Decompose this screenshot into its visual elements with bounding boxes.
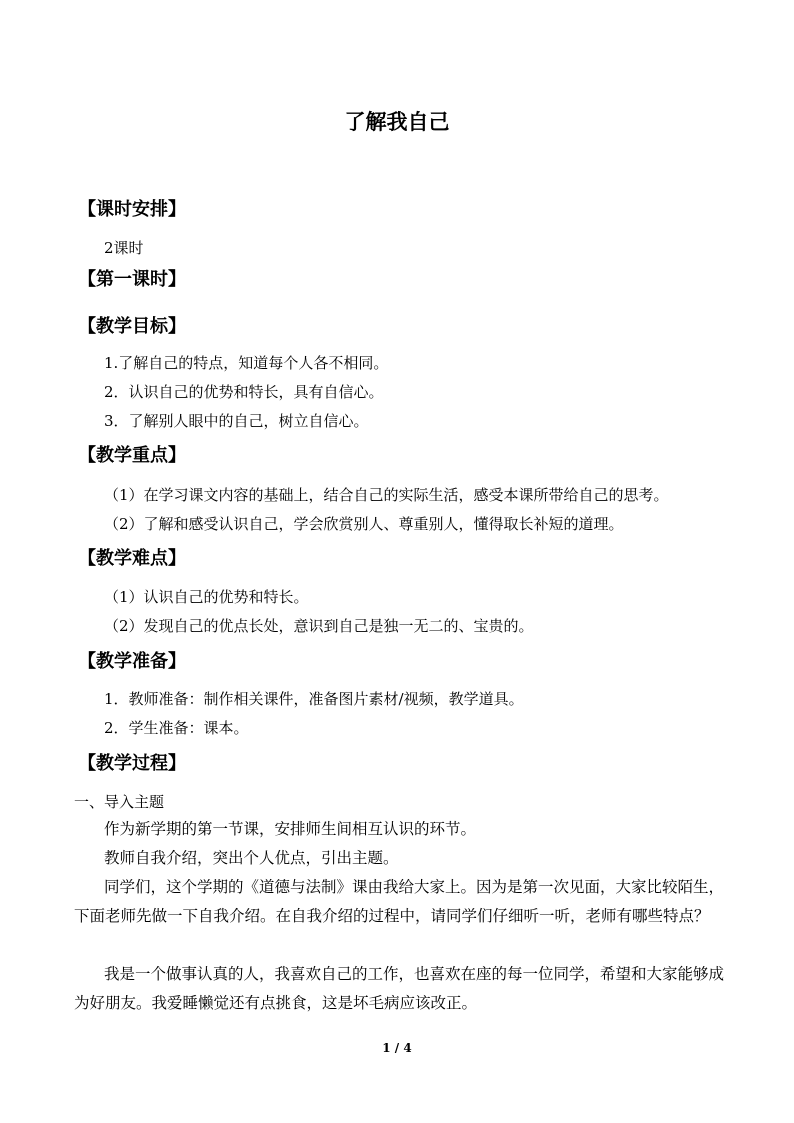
process-paragraph-3: 同学们，这个学期的《道德与法制》课由我给大家上。因为是第一次见面，大家比较陌生，下面老师先做一下自我介绍。在自我介绍的过程中，请同学们仔细听一听，老师有哪些特点？ [74,878,725,925]
goal-item-1: 1.了解自己的特点，知道每个人各不相同。 [104,354,389,372]
first-lesson-heading: 【第一课时】 [78,269,186,290]
process-subheading: 一、导入主题 [74,793,165,811]
process-paragraph-4: 我是一个做事认真的人，我喜欢自己的工作，也喜欢在座的每一位同学，希望和大家能够成为好朋友。我爱睡懒觉还有点挑食，这是坏毛病应该改正。 [74,965,725,1012]
goals-heading: 【教学目标】 [78,316,186,337]
process-paragraph-1: 作为新学期的第一节课，安排师生间相互认识的环节。 [104,820,477,838]
preparation-item-1: 1．教师准备：制作相关课件，准备图片素材/视频，教学道具。 [104,690,524,708]
schedule-heading: 【课时安排】 [78,199,186,220]
preparation-heading: 【教学准备】 [78,651,186,672]
page-number: 1 / 4 [382,1041,412,1055]
difficulties-heading: 【教学难点】 [78,548,186,569]
process-heading: 【教学过程】 [78,753,186,774]
document-title: 了解我自己 [344,109,450,134]
key-point-item-1: （1）在学习课文内容的基础上，结合自己的实际生活，感受本课所带给自己的思考。 [104,486,669,504]
preparation-item-2: 2．学生准备：课本。 [104,719,249,737]
difficulty-item-1: （1）认识自己的优势和特长。 [104,588,309,606]
goal-item-2: 2．认识自己的优势和特长，具有自信心。 [104,383,384,401]
key-point-item-2: （2）了解和感受认识自己，学会欣赏别人、尊重别人，懂得取长补短的道理。 [104,515,624,533]
process-paragraph-2: 教师自我介绍，突出个人优点，引出主题。 [104,849,399,867]
difficulty-item-2: （2）发现自己的优点长处，意识到自己是独一无二的、宝贵的。 [104,617,534,635]
key-points-heading: 【教学重点】 [78,445,186,466]
schedule-line: 2课时 [104,239,144,257]
goal-item-3: 3．了解别人眼中的自己，树立自信心。 [104,412,369,430]
